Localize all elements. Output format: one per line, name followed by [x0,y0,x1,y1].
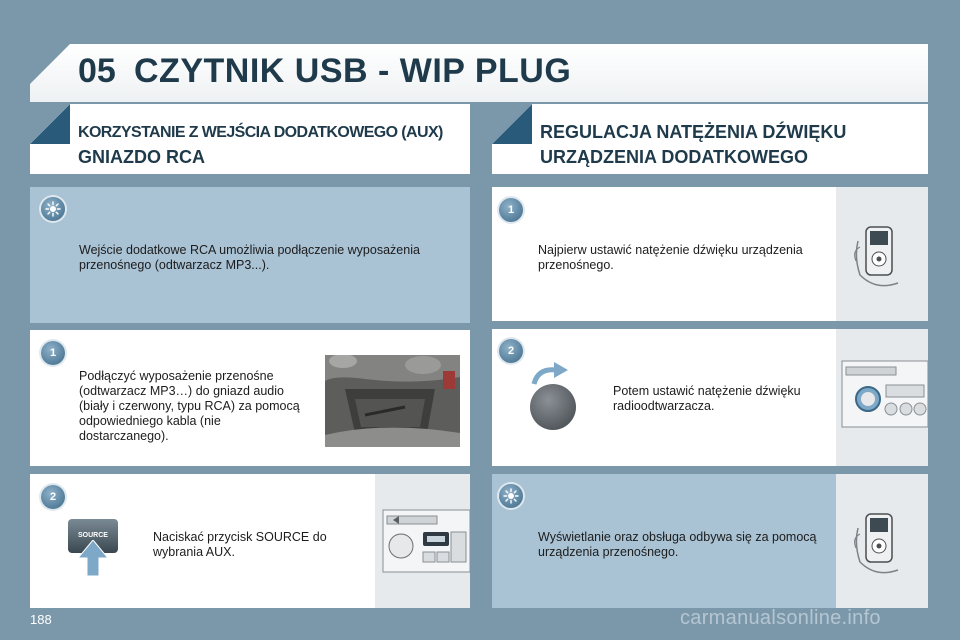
header-corner-icon [30,104,70,144]
mp3-player-icon [836,474,928,608]
left-title-line1: KORZYSTANIE Z WEJŚCIA DODATKOWEGO (AUX) [78,124,443,141]
step-number-badge: 1 [41,341,65,365]
up-arrow-icon [78,540,108,581]
right-title-line2: URZĄDZENIA DODATKOWEGO [540,147,808,167]
glovebox-photo-icon [325,355,460,447]
radio-unit-icon [375,474,470,608]
header-corner-icon [492,104,532,144]
radio-unit-icon [836,329,928,466]
left-section-title [78,120,468,170]
left-info-text: Wejście dodatkowe RCA umożliwia podłączenie wyposażenia przenośnego (odtwarzacz MP3...). [79,243,420,272]
player-photo-panel [836,187,928,321]
right-info-text: Wyświetlanie oraz obsługa odbywa się za pomocą urządzenia przenośnego. [538,530,817,559]
mp3-player-icon [836,187,928,321]
right-title-line1: REGULACJA NATĘŻENIA DŹWIĘKU [540,122,847,142]
radio-photo-panel [836,329,928,466]
watermark: carmanualsonline.info [680,607,881,629]
right-step2-text: Potem ustawić natężenie dźwięku radioodtwarzacza. [613,384,801,413]
chapter-title: CZYTNIK USB - WIP PLUG [134,52,572,90]
bulb-icon [499,484,523,508]
step-number-badge: 1 [499,198,523,222]
left-title-line2: GNIAZDO RCA [78,147,205,167]
source-button-label: SOURCE [78,532,108,539]
right-section-title [540,120,920,170]
volume-knob-icon [530,384,576,430]
right-step1-text: Najpierw ustawić natężenie dźwięku urządzenia przenośnego. [538,243,803,272]
bulb-icon [41,197,65,221]
left-step1-text: Podłączyć wyposażenie przenośne (odtwarzacz MP3…) do gniazd audio (biały i czerwony, typu RCA) za pomocą odpowiedniego kabla (nie dostarczanego). [79,369,300,443]
player-photo-panel [836,474,928,608]
chapter-number: 05 [78,52,116,90]
step-number-badge: 2 [41,485,65,509]
step-number-badge: 2 [499,339,523,363]
left-step2-text: Naciskać przycisk SOURCE do wybrania AUX. [153,530,327,559]
radio-photo-panel [375,474,470,608]
page-number: 188 [30,612,52,627]
